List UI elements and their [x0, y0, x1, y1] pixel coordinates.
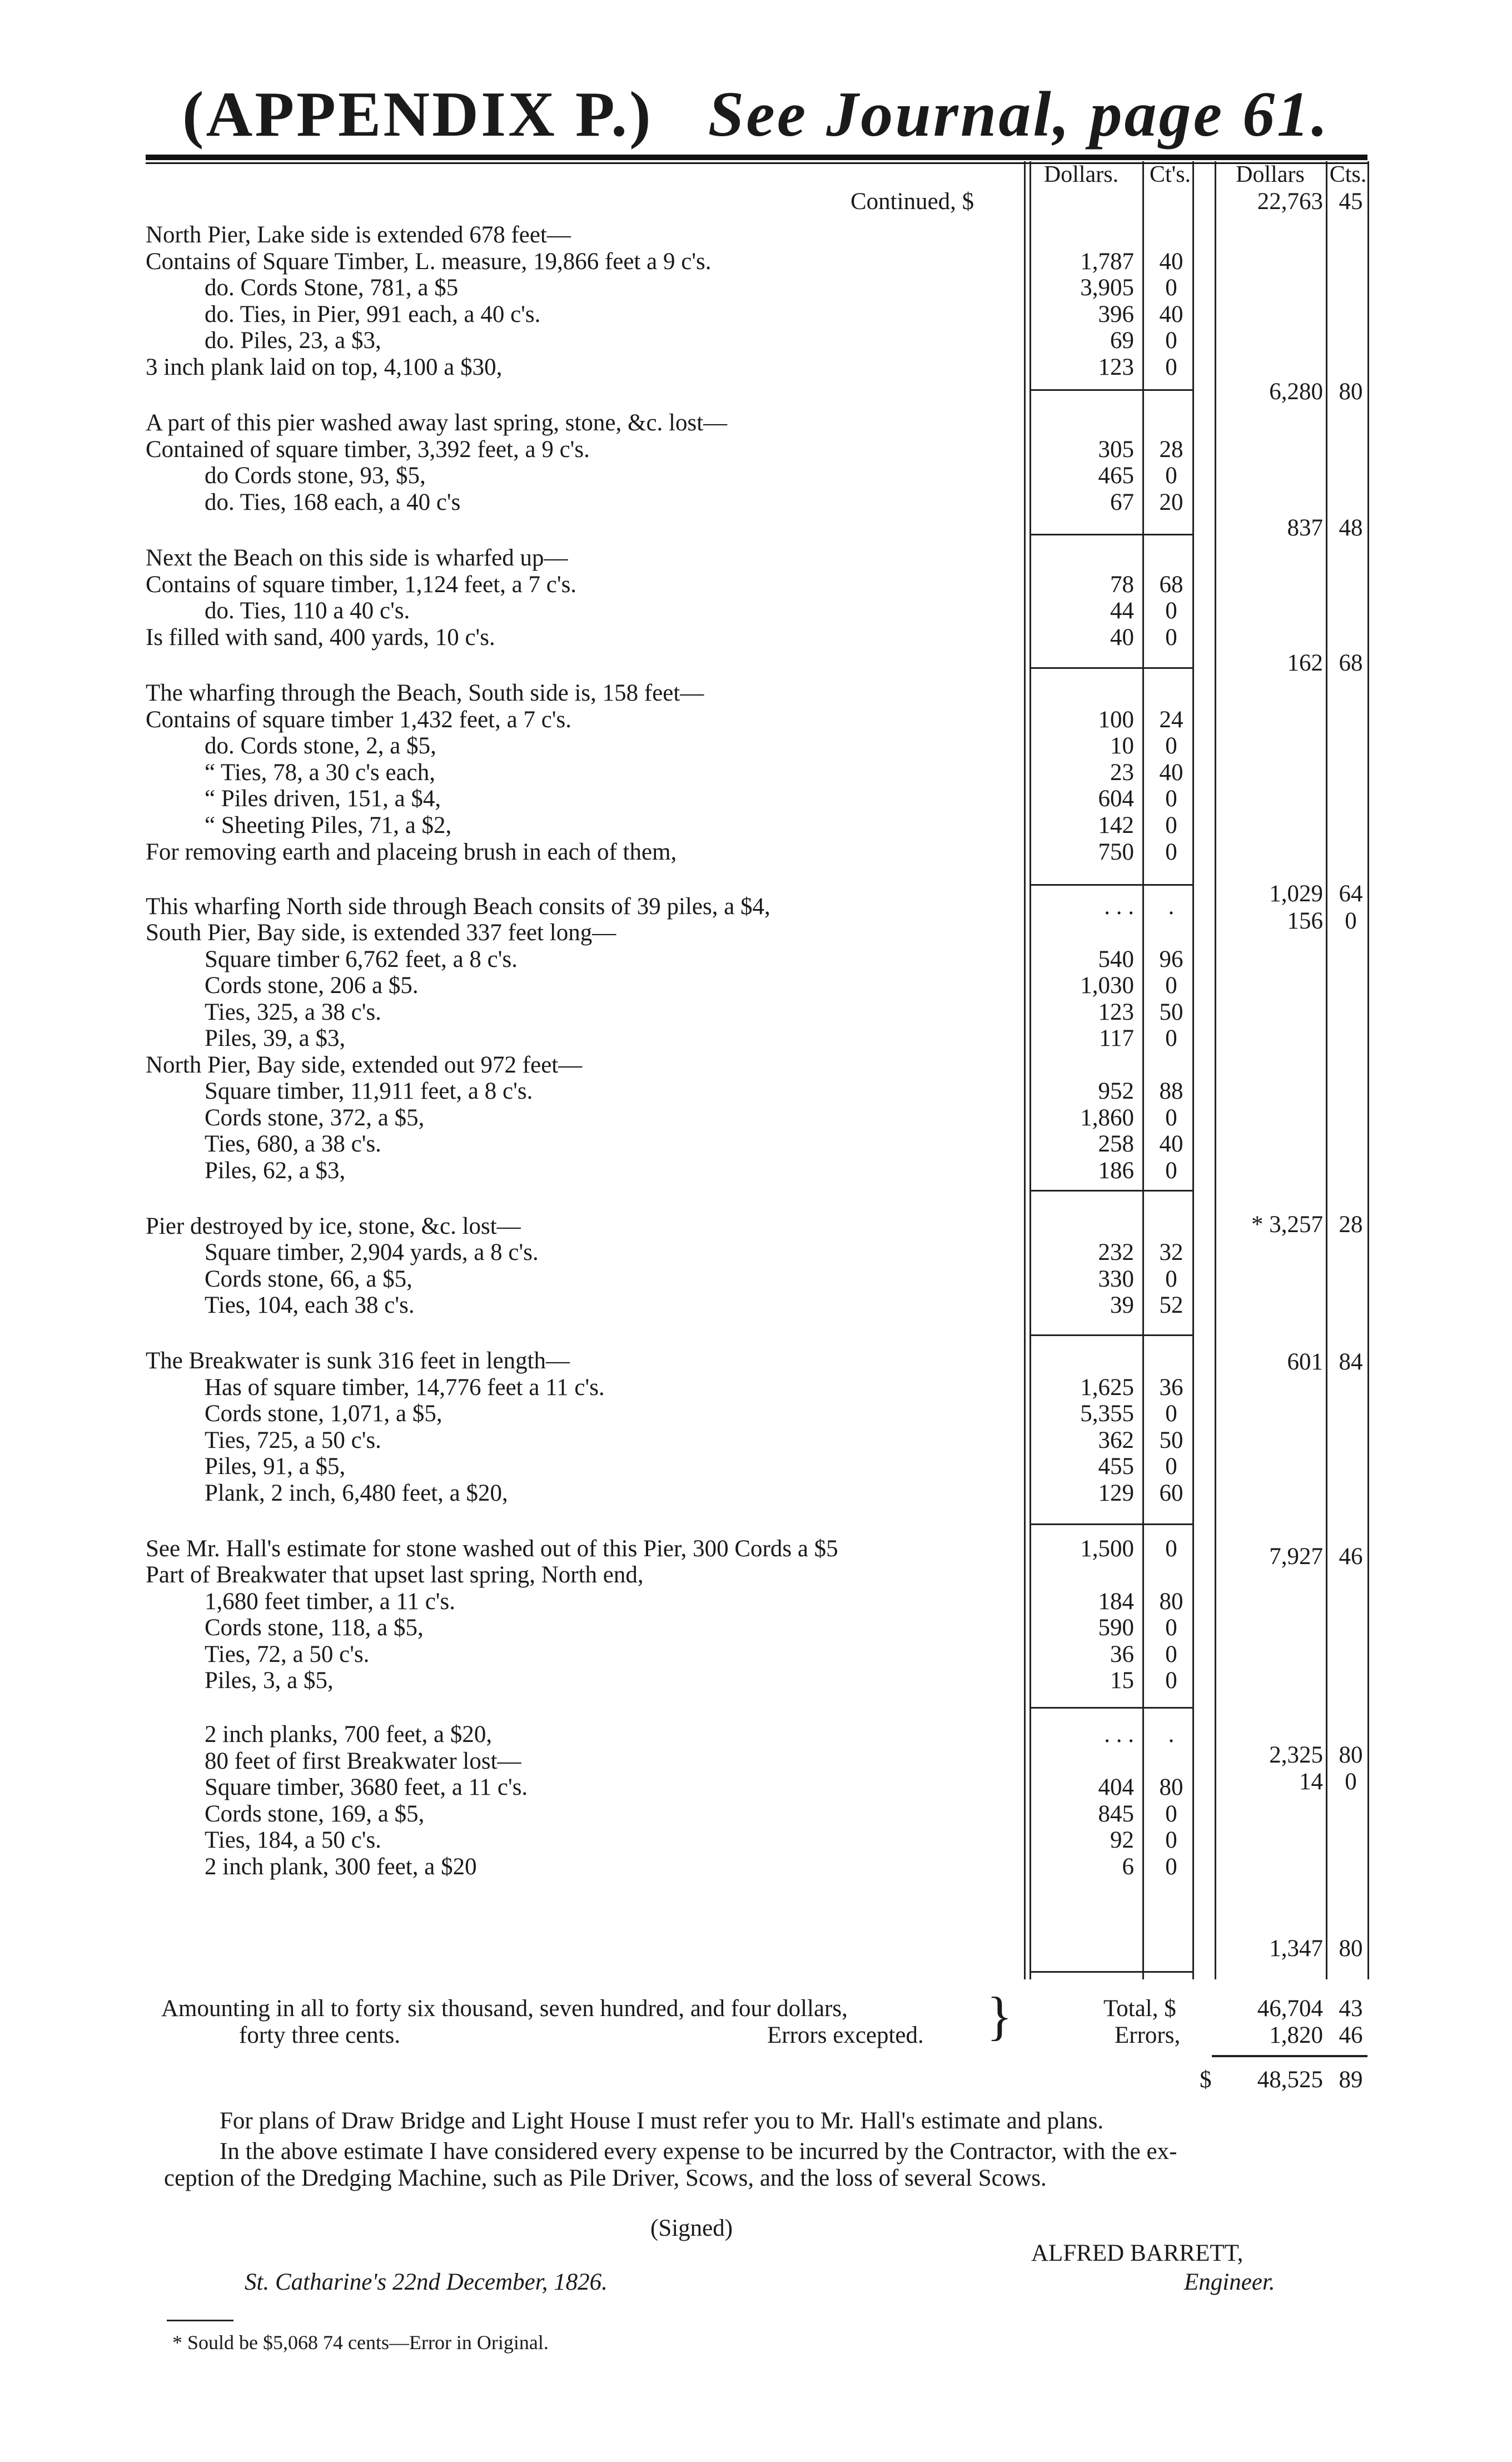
item-description: “ Sheeting Piles, 71, a $2,	[205, 812, 452, 838]
item-description: 3 inch plank laid on top, 4,100 a $30,	[146, 354, 503, 380]
dollars2-column-header: Dollars	[1236, 162, 1305, 187]
footnote-rule	[167, 2320, 233, 2321]
item-cents: 0	[1165, 354, 1177, 380]
item-description: do. Ties, 110 a 40 c's.	[205, 598, 410, 624]
item-cents: 0	[1165, 463, 1177, 489]
item-dollars: 3,905	[1080, 275, 1134, 301]
item-cents: 50	[1159, 1427, 1183, 1453]
item-dollars: 1,625	[1080, 1374, 1134, 1401]
item-description: do. Cords stone, 2, a $5,	[205, 733, 436, 759]
item-cents: 0	[1165, 733, 1177, 759]
item-description: The Breakwater is sunk 316 feet in length—	[146, 1348, 570, 1374]
item-dollars: 78	[1110, 572, 1134, 598]
item-dollars: 23	[1110, 760, 1134, 786]
item-cents: 0	[1165, 1801, 1177, 1827]
item-description: do. Cords Stone, 781, a $5	[205, 275, 459, 301]
item-cents: 88	[1159, 1078, 1183, 1104]
item-description: “ Ties, 78, a 30 c's each,	[205, 760, 435, 786]
item-cents: 0	[1165, 1536, 1177, 1562]
grand-total-dollars: 48,525	[1257, 2067, 1323, 2093]
item-cents: 40	[1159, 1131, 1183, 1157]
item-dollars: 604	[1098, 786, 1134, 812]
subtotal-dollars: 837	[1287, 515, 1323, 541]
item-dollars: 1,787	[1080, 249, 1134, 275]
dollars-column-header: Dollars.	[1043, 162, 1119, 187]
section-rule	[1029, 667, 1192, 669]
item-cents: 0	[1165, 1158, 1177, 1184]
subtotal-cents: 80	[1339, 379, 1363, 405]
page-title	[0, 78, 1512, 152]
item-description: Square timber 6,762 feet, a 8 c's.	[205, 946, 518, 972]
signer-title: Engineer.	[1184, 2269, 1275, 2295]
subtotal-dollars: 6,280	[1269, 379, 1323, 405]
subtotal-cents: 80	[1339, 1742, 1363, 1768]
item-dollars: 455	[1098, 1453, 1134, 1480]
item-description: Ties, 325, a 38 c's.	[205, 999, 381, 1025]
item-dollars: . . .	[1104, 894, 1134, 920]
cents2-column-header: Cts.	[1329, 162, 1367, 187]
item-cents: 20	[1159, 489, 1183, 515]
item-dollars: 1,500	[1080, 1536, 1134, 1562]
item-dollars: 750	[1098, 839, 1134, 865]
section-rule	[1029, 1334, 1192, 1336]
item-cents: 80	[1159, 1589, 1183, 1615]
item-description: South Pier, Bay side, is extended 337 feet long—	[146, 920, 616, 946]
item-description: For removing earth and placeing brush in each of them,	[146, 839, 677, 865]
place-date: St. Catharine's 22nd December, 1826.	[245, 2269, 608, 2295]
subtotal-dollars: 1,029	[1269, 881, 1323, 907]
subtotal-dollars: 7,927	[1269, 1543, 1323, 1570]
item-description: 2 inch plank, 300 feet, a $20	[205, 1854, 477, 1880]
subtotal-dollars: 1,347	[1269, 1935, 1323, 1962]
item-dollars: 67	[1110, 489, 1134, 515]
total-cents: 43	[1339, 1996, 1363, 2022]
item-cents: 0	[1165, 1641, 1177, 1667]
item-dollars: 845	[1098, 1801, 1134, 1827]
journal-reference: See Journal, page 61.	[708, 79, 1330, 150]
item-dollars: 5,355	[1080, 1401, 1134, 1427]
item-cents: 28	[1159, 436, 1183, 463]
item-description: Pier destroyed by ice, stone, &c. lost—	[146, 1213, 521, 1239]
item-dollars: 590	[1098, 1615, 1134, 1641]
subtotal-dollars: 2,325	[1269, 1742, 1323, 1768]
item-cents: 0	[1165, 1453, 1177, 1480]
column-rule	[1326, 161, 1327, 1979]
estimate-note-line1: In the above estimate I have considered every expense to be incurred by the Contractor, with the ex-	[220, 2138, 1177, 2165]
item-description: Contained of square timber, 3,392 feet, a 9 c's.	[146, 436, 590, 463]
total-dollars: 46,704	[1257, 1996, 1323, 2022]
item-description: Square timber, 11,911 feet, a 8 c's.	[205, 1078, 533, 1104]
item-description: 1,680 feet timber, a 11 c's.	[205, 1589, 456, 1615]
item-dollars: 232	[1098, 1239, 1134, 1265]
item-description: Ties, 680, a 38 c's.	[205, 1131, 381, 1157]
item-cents: 0	[1165, 275, 1177, 301]
grand-total-cents: 89	[1339, 2067, 1363, 2093]
item-dollars: 39	[1110, 1292, 1134, 1318]
item-cents: 0	[1165, 1667, 1177, 1694]
item-description: Square timber, 3680 feet, a 11 c's.	[205, 1774, 528, 1800]
subtotal-dollars: * 3,257	[1251, 1212, 1323, 1238]
column-rule	[1215, 161, 1216, 1979]
subtotal-cents: 0	[1345, 1769, 1357, 1795]
subtotal-dollars: 601	[1287, 1349, 1323, 1375]
item-cents: 0	[1165, 327, 1177, 354]
item-cents: 52	[1159, 1292, 1183, 1318]
item-dollars: 330	[1098, 1266, 1134, 1292]
item-description: 2 inch planks, 700 feet, a $20,	[205, 1721, 493, 1748]
subtotal-cents: 68	[1339, 650, 1363, 676]
subtotal-cents: 28	[1339, 1212, 1363, 1238]
item-dollars: 69	[1110, 327, 1134, 354]
column-rule	[1024, 161, 1026, 1979]
item-cents: 32	[1159, 1239, 1183, 1265]
item-description: Ties, 72, a 50 c's.	[205, 1641, 370, 1667]
item-description: The wharfing through the Beach, South side is, 158 feet—	[146, 680, 704, 706]
subtotal-cents: 0	[1345, 908, 1357, 934]
item-description: Contains of square timber 1,432 feet, a 7 c's.	[146, 707, 572, 733]
item-dollars: 123	[1098, 999, 1134, 1025]
item-dollars: 142	[1098, 812, 1134, 838]
item-dollars: 465	[1098, 463, 1134, 489]
item-description: Cords stone, 66, a $5,	[205, 1266, 412, 1292]
item-dollars: 540	[1098, 946, 1134, 972]
item-cents: 0	[1165, 598, 1177, 624]
continued-cents: 45	[1339, 188, 1363, 215]
item-dollars: 123	[1098, 354, 1134, 380]
item-description: Cords stone, 372, a $5,	[205, 1105, 425, 1131]
item-description: do. Piles, 23, a $3,	[205, 327, 381, 354]
item-dollars: 117	[1099, 1025, 1134, 1051]
item-description: Part of Breakwater that upset last spring, North end,	[146, 1562, 644, 1588]
item-description: Cords stone, 118, a $5,	[205, 1615, 424, 1641]
subtotal-cents: 46	[1339, 1543, 1363, 1570]
column-rule	[1367, 161, 1369, 1979]
cents-column-header: Ct's.	[1149, 162, 1191, 187]
item-description: A part of this pier washed away last spring, stone, &c. lost—	[146, 410, 728, 436]
amount-text-line1: Amounting in all to forty six thousand, seven hundred, and four dollars,	[161, 1996, 848, 2022]
footnote: * Sould be $5,068 74 cents—Error in Original.	[172, 2331, 549, 2354]
item-cents: 0	[1165, 812, 1177, 838]
item-cents: 96	[1159, 946, 1183, 972]
errors-label: Errors,	[1115, 2022, 1181, 2048]
continued-label: Continued, $	[850, 188, 974, 215]
item-dollars: 129	[1098, 1480, 1134, 1506]
item-description: do. Ties, in Pier, 991 each, a 40 c's.	[205, 301, 541, 327]
item-description: Piles, 62, a $3,	[205, 1158, 346, 1184]
subtotal-dollars: 14	[1299, 1769, 1323, 1795]
subtotal-dollars: 162	[1287, 650, 1323, 676]
item-cents: 68	[1159, 572, 1183, 598]
item-description: Ties, 725, a 50 c's.	[205, 1427, 381, 1453]
item-cents: 50	[1159, 999, 1183, 1025]
item-cents: 0	[1165, 839, 1177, 865]
item-description: North Pier, Lake side is extended 678 feet—	[146, 222, 571, 248]
item-description: Piles, 91, a $5,	[205, 1453, 346, 1480]
item-description: Piles, 39, a $3,	[205, 1025, 346, 1051]
item-description: Ties, 104, each 38 c's.	[205, 1292, 415, 1318]
item-cents: 0	[1165, 1025, 1177, 1051]
item-cents: 40	[1159, 301, 1183, 327]
total-label: Total, $	[1103, 1996, 1176, 2022]
item-dollars: 1,860	[1080, 1105, 1134, 1131]
signed-label: (Signed)	[650, 2215, 733, 2241]
item-cents: 0	[1165, 624, 1177, 651]
brace-glyph: }	[987, 1986, 1013, 2046]
item-description: Is filled with sand, 400 yards, 10 c's.	[146, 624, 495, 651]
item-description: do. Ties, 168 each, a 40 c's	[205, 489, 461, 515]
item-cents: 24	[1159, 707, 1183, 733]
item-dollars: 952	[1098, 1078, 1134, 1104]
amount-text-line2: forty three cents.	[239, 2022, 401, 2048]
plans-note: For plans of Draw Bridge and Light House I must refer you to Mr. Hall's estimate and plans.	[220, 2108, 1104, 2134]
item-description: Cords stone, 169, a $5,	[205, 1801, 425, 1827]
item-dollars: 258	[1098, 1131, 1134, 1157]
grand-total-label: $	[1200, 2067, 1212, 2093]
section-rule	[1029, 1707, 1192, 1709]
item-cents: 0	[1165, 972, 1177, 999]
item-description: Ties, 184, a 50 c's.	[205, 1827, 381, 1853]
section-rule	[1029, 534, 1192, 535]
item-description: See Mr. Hall's estimate for stone washed out of this Pier, 300 Cords a $5	[146, 1536, 838, 1562]
grand-total-rule	[1212, 2055, 1367, 2057]
item-cents: 0	[1165, 1105, 1177, 1131]
item-cents: 0	[1165, 1854, 1177, 1880]
subtotal-cents: 64	[1339, 881, 1363, 907]
item-cents: 0	[1165, 1266, 1177, 1292]
item-cents: .	[1168, 894, 1175, 920]
item-dollars: 186	[1098, 1158, 1134, 1184]
item-description: Has of square timber, 14,776 feet a 11 c's.	[205, 1374, 605, 1401]
appendix-label: (APPENDIX P.)	[182, 79, 653, 150]
item-description: Cords stone, 1,071, a $5,	[205, 1401, 442, 1427]
item-dollars: 404	[1098, 1774, 1134, 1800]
errors-dollars: 1,820	[1269, 2022, 1323, 2048]
item-description: Piles, 3, a $5,	[205, 1667, 334, 1694]
item-dollars: 396	[1098, 301, 1134, 327]
item-dollars: 184	[1098, 1589, 1134, 1615]
item-dollars: 305	[1098, 436, 1134, 463]
item-dollars: 1,030	[1080, 972, 1134, 999]
item-cents: 80	[1159, 1774, 1183, 1800]
item-description: “ Piles driven, 151, a $4,	[205, 786, 441, 812]
item-dollars: 92	[1110, 1827, 1134, 1853]
section-rule	[1029, 1971, 1192, 1973]
item-dollars: 36	[1110, 1641, 1134, 1667]
item-description: North Pier, Bay side, extended out 972 feet—	[146, 1052, 583, 1078]
estimate-note-line2: ception of the Dredging Machine, such as Pile Driver, Scows, and the loss of several Scows.	[164, 2165, 1047, 2191]
errors-cents: 46	[1339, 2022, 1363, 2048]
item-description: Next the Beach on this side is wharfed up—	[146, 545, 568, 571]
continued-dollars: 22,763	[1257, 188, 1323, 215]
subtotal-cents: 48	[1339, 515, 1363, 541]
title-rule	[146, 155, 1367, 160]
item-description: Contains of Square Timber, L. measure, 19,866 feet a 9 c's.	[146, 249, 712, 275]
item-description: do Cords stone, 93, $5,	[205, 463, 426, 489]
item-cents: 0	[1165, 1615, 1177, 1641]
item-dollars: 100	[1098, 707, 1134, 733]
item-dollars: 362	[1098, 1427, 1134, 1453]
item-dollars: 40	[1110, 624, 1134, 651]
item-cents: .	[1168, 1721, 1175, 1748]
errors-excepted: Errors excepted.	[767, 2022, 924, 2048]
subtotal-cents: 80	[1339, 1935, 1363, 1962]
item-dollars: 10	[1110, 733, 1134, 759]
item-dollars: 6	[1122, 1854, 1134, 1880]
section-rule	[1029, 389, 1192, 391]
item-cents: 0	[1165, 1827, 1177, 1853]
item-cents: 40	[1159, 249, 1183, 275]
item-description: Contains of square timber, 1,124 feet, a 7 c's.	[146, 572, 577, 598]
item-description: Square timber, 2,904 yards, a 8 c's.	[205, 1239, 539, 1265]
item-description: Cords stone, 206 a $5.	[205, 972, 419, 999]
item-description: Plank, 2 inch, 6,480 feet, a $20,	[205, 1480, 508, 1506]
item-description: This wharfing North side through Beach consits of 39 piles, a $4,	[146, 894, 770, 920]
item-dollars: 15	[1110, 1667, 1134, 1694]
item-cents: 60	[1159, 1480, 1183, 1506]
item-cents: 0	[1165, 786, 1177, 812]
section-rule	[1029, 1523, 1192, 1525]
item-cents: 36	[1159, 1374, 1183, 1401]
item-cents: 0	[1165, 1401, 1177, 1427]
item-description: 80 feet of first Breakwater lost—	[205, 1748, 521, 1774]
column-rule	[1192, 161, 1194, 1979]
item-dollars: 44	[1110, 598, 1134, 624]
signer-name: ALFRED BARRETT,	[1031, 2240, 1244, 2266]
subtotal-cents: 84	[1339, 1349, 1363, 1375]
subtotal-dollars: 156	[1287, 908, 1323, 934]
item-cents: 40	[1159, 760, 1183, 786]
section-rule	[1029, 884, 1192, 886]
section-rule	[1029, 1190, 1192, 1192]
item-dollars: . . .	[1104, 1721, 1134, 1748]
